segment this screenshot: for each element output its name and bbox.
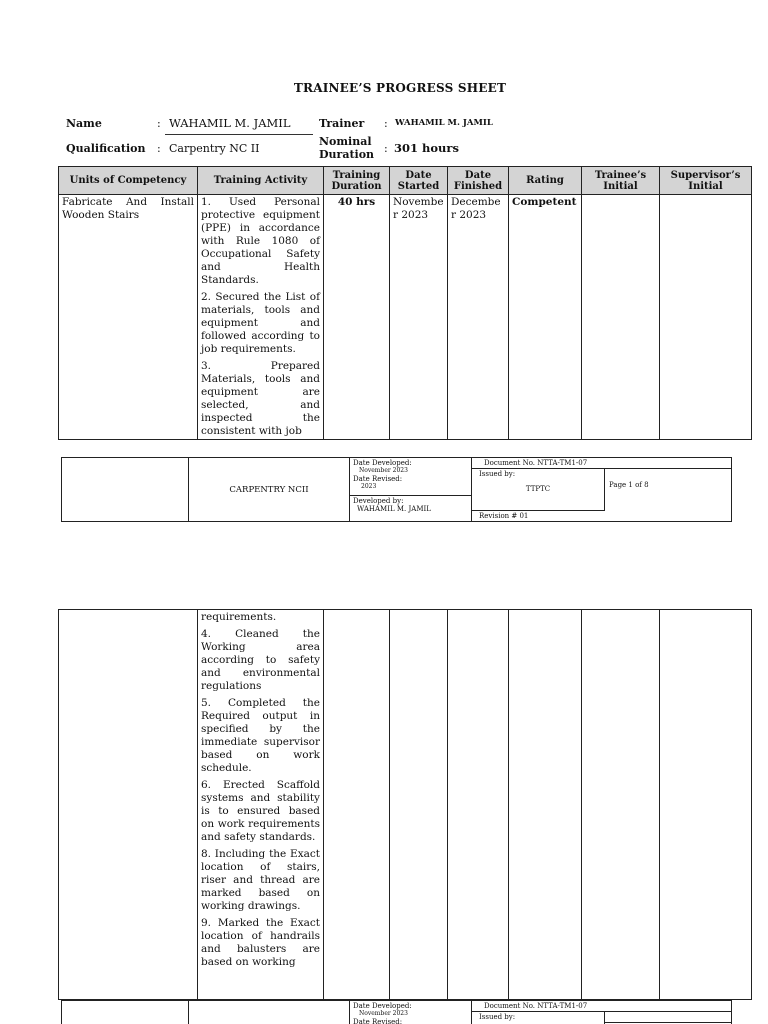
name-sep: :: [157, 117, 161, 130]
date-developed-value: November 2023: [359, 1010, 408, 1017]
activity-item: 1. Used Personal protective equipment (PPE) in accordance with Rule 1080 of Occupational Safety and Health Standards.: [201, 196, 320, 286]
unit-cell: Fabricate And Install Wooden Stairs: [59, 195, 198, 440]
date-finished-cell: [448, 610, 509, 1000]
progress-table-page2: [58, 609, 752, 1000]
page-title: TRAINEE’S PROGRESS SHEET: [293, 81, 507, 95]
page-number: Page 1 of 8: [609, 481, 649, 489]
duration-label-line2: Duration: [319, 148, 375, 161]
date-started-cell: [390, 610, 448, 1000]
duration-value: 301 hours: [394, 141, 459, 155]
trainee-initial-cell: [582, 610, 660, 1000]
footer-doc-cell: [472, 458, 732, 522]
name-value: WAHAMIL M. JAMIL: [169, 116, 291, 130]
document-number: Document No. NTTA-TM1-07: [472, 458, 731, 469]
duration-cell: [324, 610, 390, 1000]
rating-cell: Competent: [509, 195, 582, 440]
trainer-sep: :: [384, 117, 388, 130]
date-developed-label: Date Developed:: [353, 1002, 412, 1010]
col-rating-header: Rating: [509, 167, 582, 195]
col-units-header: Units of Competency: [59, 167, 198, 195]
developed-by-value: WAHAMIL M. JAMIL: [357, 505, 431, 513]
footer-doc-cell: [472, 1001, 732, 1024]
document-number: Document No. NTTA-TM1-07: [472, 1001, 731, 1012]
footer-dates-cell: [350, 458, 472, 522]
activity-item: 2. Secured the List of materials, tools and equipment and followed according to job requirements.: [201, 291, 320, 355]
activity-cell: [198, 195, 324, 440]
activity-item: 6. Erected Scaffold systems and stability is to ensured based on work requirements and safety standards.: [201, 779, 320, 843]
activity-item: 4. Cleaned the Working area according to safety and environmental regulations: [201, 628, 320, 692]
unit-cell: [59, 610, 198, 1000]
col-activity-header: Training Activity: [198, 167, 324, 195]
col-finished-header: Date Finished: [448, 167, 509, 195]
progress-table-page1: [58, 166, 752, 440]
col-supervisor-initial-header: Supervisor’s Initial: [660, 167, 752, 195]
qualification-sep: :: [157, 142, 161, 155]
activity-item: 3. Prepared Materials, tools and equipment are selected, and inspected the consistent with job: [201, 360, 320, 437]
footer-course-cell: [189, 1001, 350, 1024]
document-footer: [61, 1000, 732, 1024]
col-trainee-initial-header: Trainee’s Initial: [582, 167, 660, 195]
duration-cell: 40 hrs: [324, 195, 390, 440]
table-row: [59, 610, 752, 1000]
table-header-row: [59, 167, 752, 195]
revision-number: Revision # 01: [472, 510, 605, 521]
duration-label: [319, 135, 374, 161]
col-duration-header: Training Duration: [324, 167, 390, 195]
date-developed-label: Date Developed:: [353, 459, 412, 467]
activity-item: 9. Marked the Exact location of handrails and balusters are based on working: [201, 917, 320, 968]
duration-sep: :: [384, 142, 388, 155]
footer-logo-cell: [62, 1001, 189, 1024]
col-started-header: Date Started: [390, 167, 448, 195]
date-revised-label: Date Revised:: [353, 475, 403, 483]
trainer-value: WAHAMIL M. JAMIL: [395, 118, 493, 128]
name-underline: [165, 134, 313, 135]
footer-course: CARPENTRY NCII: [189, 458, 350, 522]
activity-item: 8. Including the Exact location of stairs, riser and thread are marked based on working drawings.: [201, 848, 320, 912]
date-revised-label: Date Revised:: [353, 1018, 403, 1024]
table-row: [59, 195, 752, 440]
qualification-label: Qualification: [66, 142, 146, 155]
footer-logo-cell: [62, 458, 189, 522]
date-developed-value: November 2023: [359, 467, 408, 474]
developed-by-label: Developed by:: [353, 497, 404, 505]
trainer-label: Trainer: [319, 117, 365, 130]
issued-by-label: Issued by:: [479, 470, 516, 478]
issued-by-label: Issued by:: [479, 1013, 516, 1021]
issued-by-cell: [472, 1012, 605, 1024]
activity-cell: [198, 610, 324, 1000]
date-started-cell: November 2023: [390, 195, 448, 440]
date-revised-value: 2023: [361, 483, 377, 490]
footer-dates-cell: [350, 1001, 472, 1024]
issued-by-value: TTPTC: [525, 485, 551, 493]
trainee-initial-cell: [582, 195, 660, 440]
supervisor-initial-cell: [660, 610, 752, 1000]
qualification-value: Carpentry NC II: [169, 142, 260, 155]
supervisor-initial-cell: [660, 195, 752, 440]
date-finished-cell: December 2023: [448, 195, 509, 440]
document-footer: [61, 457, 732, 522]
issued-by-cell: [472, 469, 605, 510]
name-label: Name: [66, 117, 102, 130]
duration-label-line1: Nominal: [319, 135, 372, 148]
activity-item: requirements.: [201, 611, 277, 623]
rating-cell: [509, 610, 582, 1000]
activity-item: 5. Completed the Required output in specified by the immediate supervisor based on work schedule.: [201, 697, 320, 774]
